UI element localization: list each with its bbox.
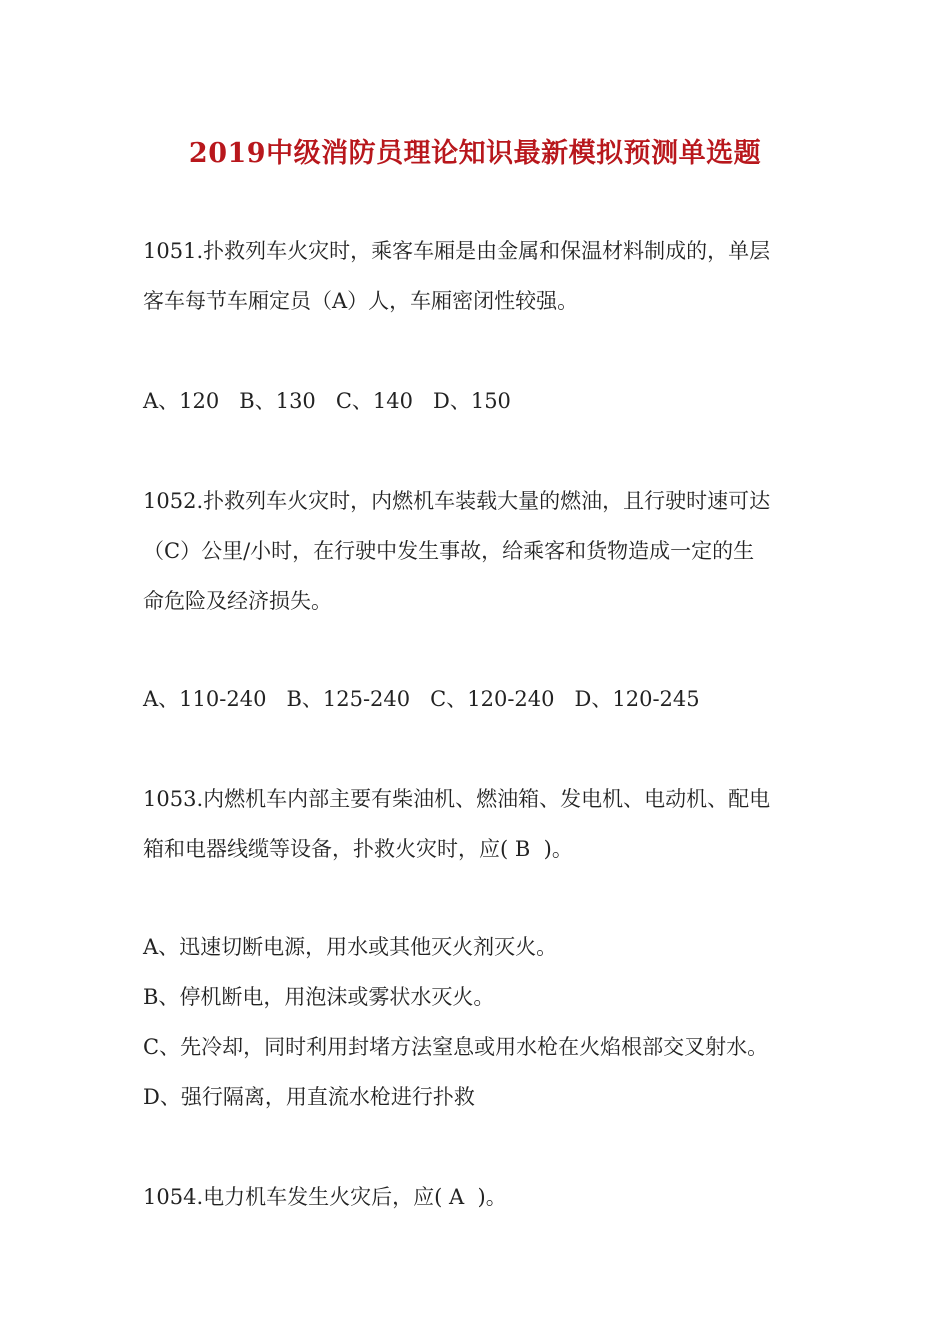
question-1053-option-a: A、迅速切断电源，用水或其他灭火剂灭火。	[143, 935, 558, 959]
question-1054-stem-line-1: 1054.电力机车发生火灾后，应( A )。	[143, 1185, 507, 1209]
question-1052-stem-line-2: （C）公里/小时，在行驶中发生事故，给乘客和货物造成一定的生	[143, 539, 755, 563]
question-1051-stem-line-1: 1051.扑救列车火灾时，乘客车厢是由金属和保温材料制成的，单层	[143, 239, 771, 263]
question-1052-options: A、110-240 B、125-240 C、120-240 D、120-245	[143, 687, 700, 711]
question-1052-stem-line-3: 命危险及经济损失。	[143, 589, 332, 613]
question-1053-stem-line-1: 1053.内燃机车内部主要有柴油机、燃油箱、发电机、电动机、配电	[143, 787, 771, 811]
question-1053-option-d: D、强行隔离，用直流水枪进行扑救	[143, 1085, 475, 1109]
question-1053-option-c: C、先冷却，同时利用封堵方法窒息或用水枪在火焰根部交叉射水。	[143, 1035, 769, 1059]
question-1052-stem-line-1: 1052.扑救列车火灾时，内燃机车装载大量的燃油，且行驶时速可达	[143, 489, 771, 513]
question-1051-stem-line-2: 客车每节车厢定员（A）人，车厢密闭性较强。	[143, 289, 579, 313]
question-1053-option-b: B、停机断电，用泡沫或雾状水灭火。	[143, 985, 495, 1009]
question-1053-stem-line-2: 箱和电器线缆等设备，扑救火灾时，应( B )。	[143, 837, 573, 861]
question-1051-options: A、120 B、130 C、140 D、150	[143, 389, 511, 413]
document-title: 2019中级消防员理论知识最新模拟预测单选题	[188, 138, 762, 169]
